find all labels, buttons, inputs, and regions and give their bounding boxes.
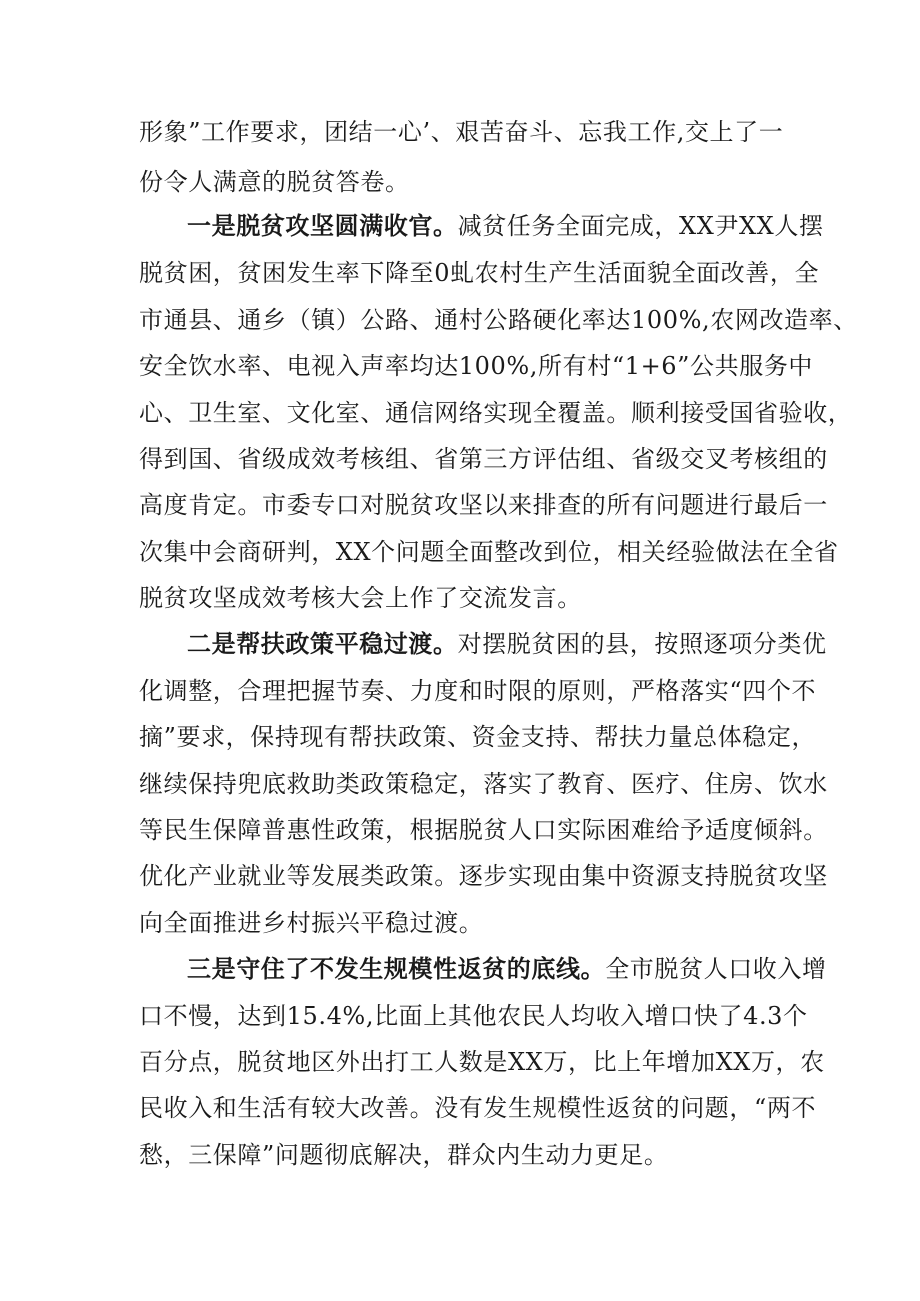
paragraph-text: 得到国、省级成效考核组、省第三方评估组、省级交叉考核组的	[139, 445, 828, 473]
paragraph-text: 市通县、通乡（镇）公路、通村公路硬化率达100%,农网改造率、	[139, 306, 858, 334]
paragraph-text: 向全面推进乡村振兴平稳过渡。	[139, 909, 484, 937]
paragraph-line	[139, 583, 582, 613]
paragraph-line	[139, 908, 483, 938]
paragraph-text: 百分点，脱贫地区外出打工人数是XX万，比上年增加XX万，农	[139, 1048, 825, 1076]
section-heading: 三是守住了不发生规模性返贫的底线。	[187, 954, 606, 983]
paragraph-line	[139, 1047, 825, 1077]
section-first-line	[187, 629, 827, 659]
paragraph-text: 摘”要求，保持现有帮扶政策、资金支持、帮扶力量总体稳定，	[139, 723, 817, 751]
section-first-line	[187, 211, 824, 241]
paragraph-text: 对摆脱贫困的县，按照逐项分类优	[457, 630, 827, 658]
paragraph-line	[139, 305, 858, 335]
paragraph-text: 次集中会商研判，XX个问题全面整改到位，相关经验做法在全省	[139, 538, 839, 566]
intro-text: 份令人满意的脱贫答卷。	[139, 168, 410, 196]
paragraph-text: 民收入和生活有较大改善。没有发生规模性返贫的问题，“两不	[139, 1094, 817, 1122]
section-heading: 一是脱贫攻坚圆满收官。	[187, 211, 458, 240]
paragraph-line	[139, 769, 828, 799]
paragraph-text: 化调整，合理把握节奏、力度和时限的原则，严格落实“四个不	[139, 677, 817, 705]
paragraph-line	[139, 398, 852, 428]
paragraph-line	[139, 676, 816, 706]
paragraph-text: 脱贫困，贫困发生率下降至0虬农村生产生活面貌全面改善，全	[139, 259, 820, 287]
paragraph-text: 减贫任务全面完成，XX尹XX人摆	[457, 212, 824, 240]
paragraph-line	[139, 815, 828, 845]
paragraph-line	[139, 722, 816, 752]
paragraph-line	[139, 861, 828, 891]
paragraph-line	[139, 258, 819, 288]
paragraph-text: 愁，三保障”问题彻底解决，群众内生动力更足。	[139, 1141, 669, 1169]
paragraph-text: 等民生保障普惠性政策，根据脱贫人口实际困难给予适度倾斜。	[139, 816, 828, 844]
paragraph-text: 口不慢，达到15.4%,比面上其他农民人均收入增口快了4.3个	[139, 1002, 808, 1030]
paragraph-text: 安全饮水率、电视入声率均达100%,所有村“1+6”公共服务中	[139, 352, 814, 380]
paragraph-line	[139, 1001, 808, 1031]
section-first-line	[187, 954, 827, 984]
paragraph-line	[139, 444, 828, 474]
intro-line	[139, 167, 410, 197]
paragraph-line	[139, 1140, 668, 1170]
paragraph-text: 优化产业就业等发展类政策。逐步实现由集中资源支持脱贫攻坚	[139, 862, 828, 890]
paragraph-line	[139, 537, 839, 567]
paragraph-text: 心、卫生室、文化室、通信网络实现全覆盖。顺利接受国省验收，	[139, 399, 853, 427]
paragraph-text: 脱贫攻坚成效考核大会上作了交流发言。	[139, 584, 582, 612]
paragraph-text: 继续保持兜底救助类政策稳定，落实了教育、医疗、住房、饮水	[139, 770, 828, 798]
intro-text: 形象”工作要求，团结一心’、艰苦奋斗、忘我工作,交上了一	[139, 118, 784, 146]
paragraph-text: 高度肯定。市委专口对脱贫攻坚以来排查的所有问题进行最后一	[139, 491, 828, 519]
paragraph-line	[139, 351, 813, 381]
intro-line	[139, 117, 783, 147]
paragraph-text: 全市脱贫人口收入增	[605, 955, 827, 983]
paragraph-line	[139, 1093, 816, 1123]
section-heading: 二是帮扶政策平稳过渡。	[187, 629, 458, 658]
paragraph-line	[139, 490, 828, 520]
